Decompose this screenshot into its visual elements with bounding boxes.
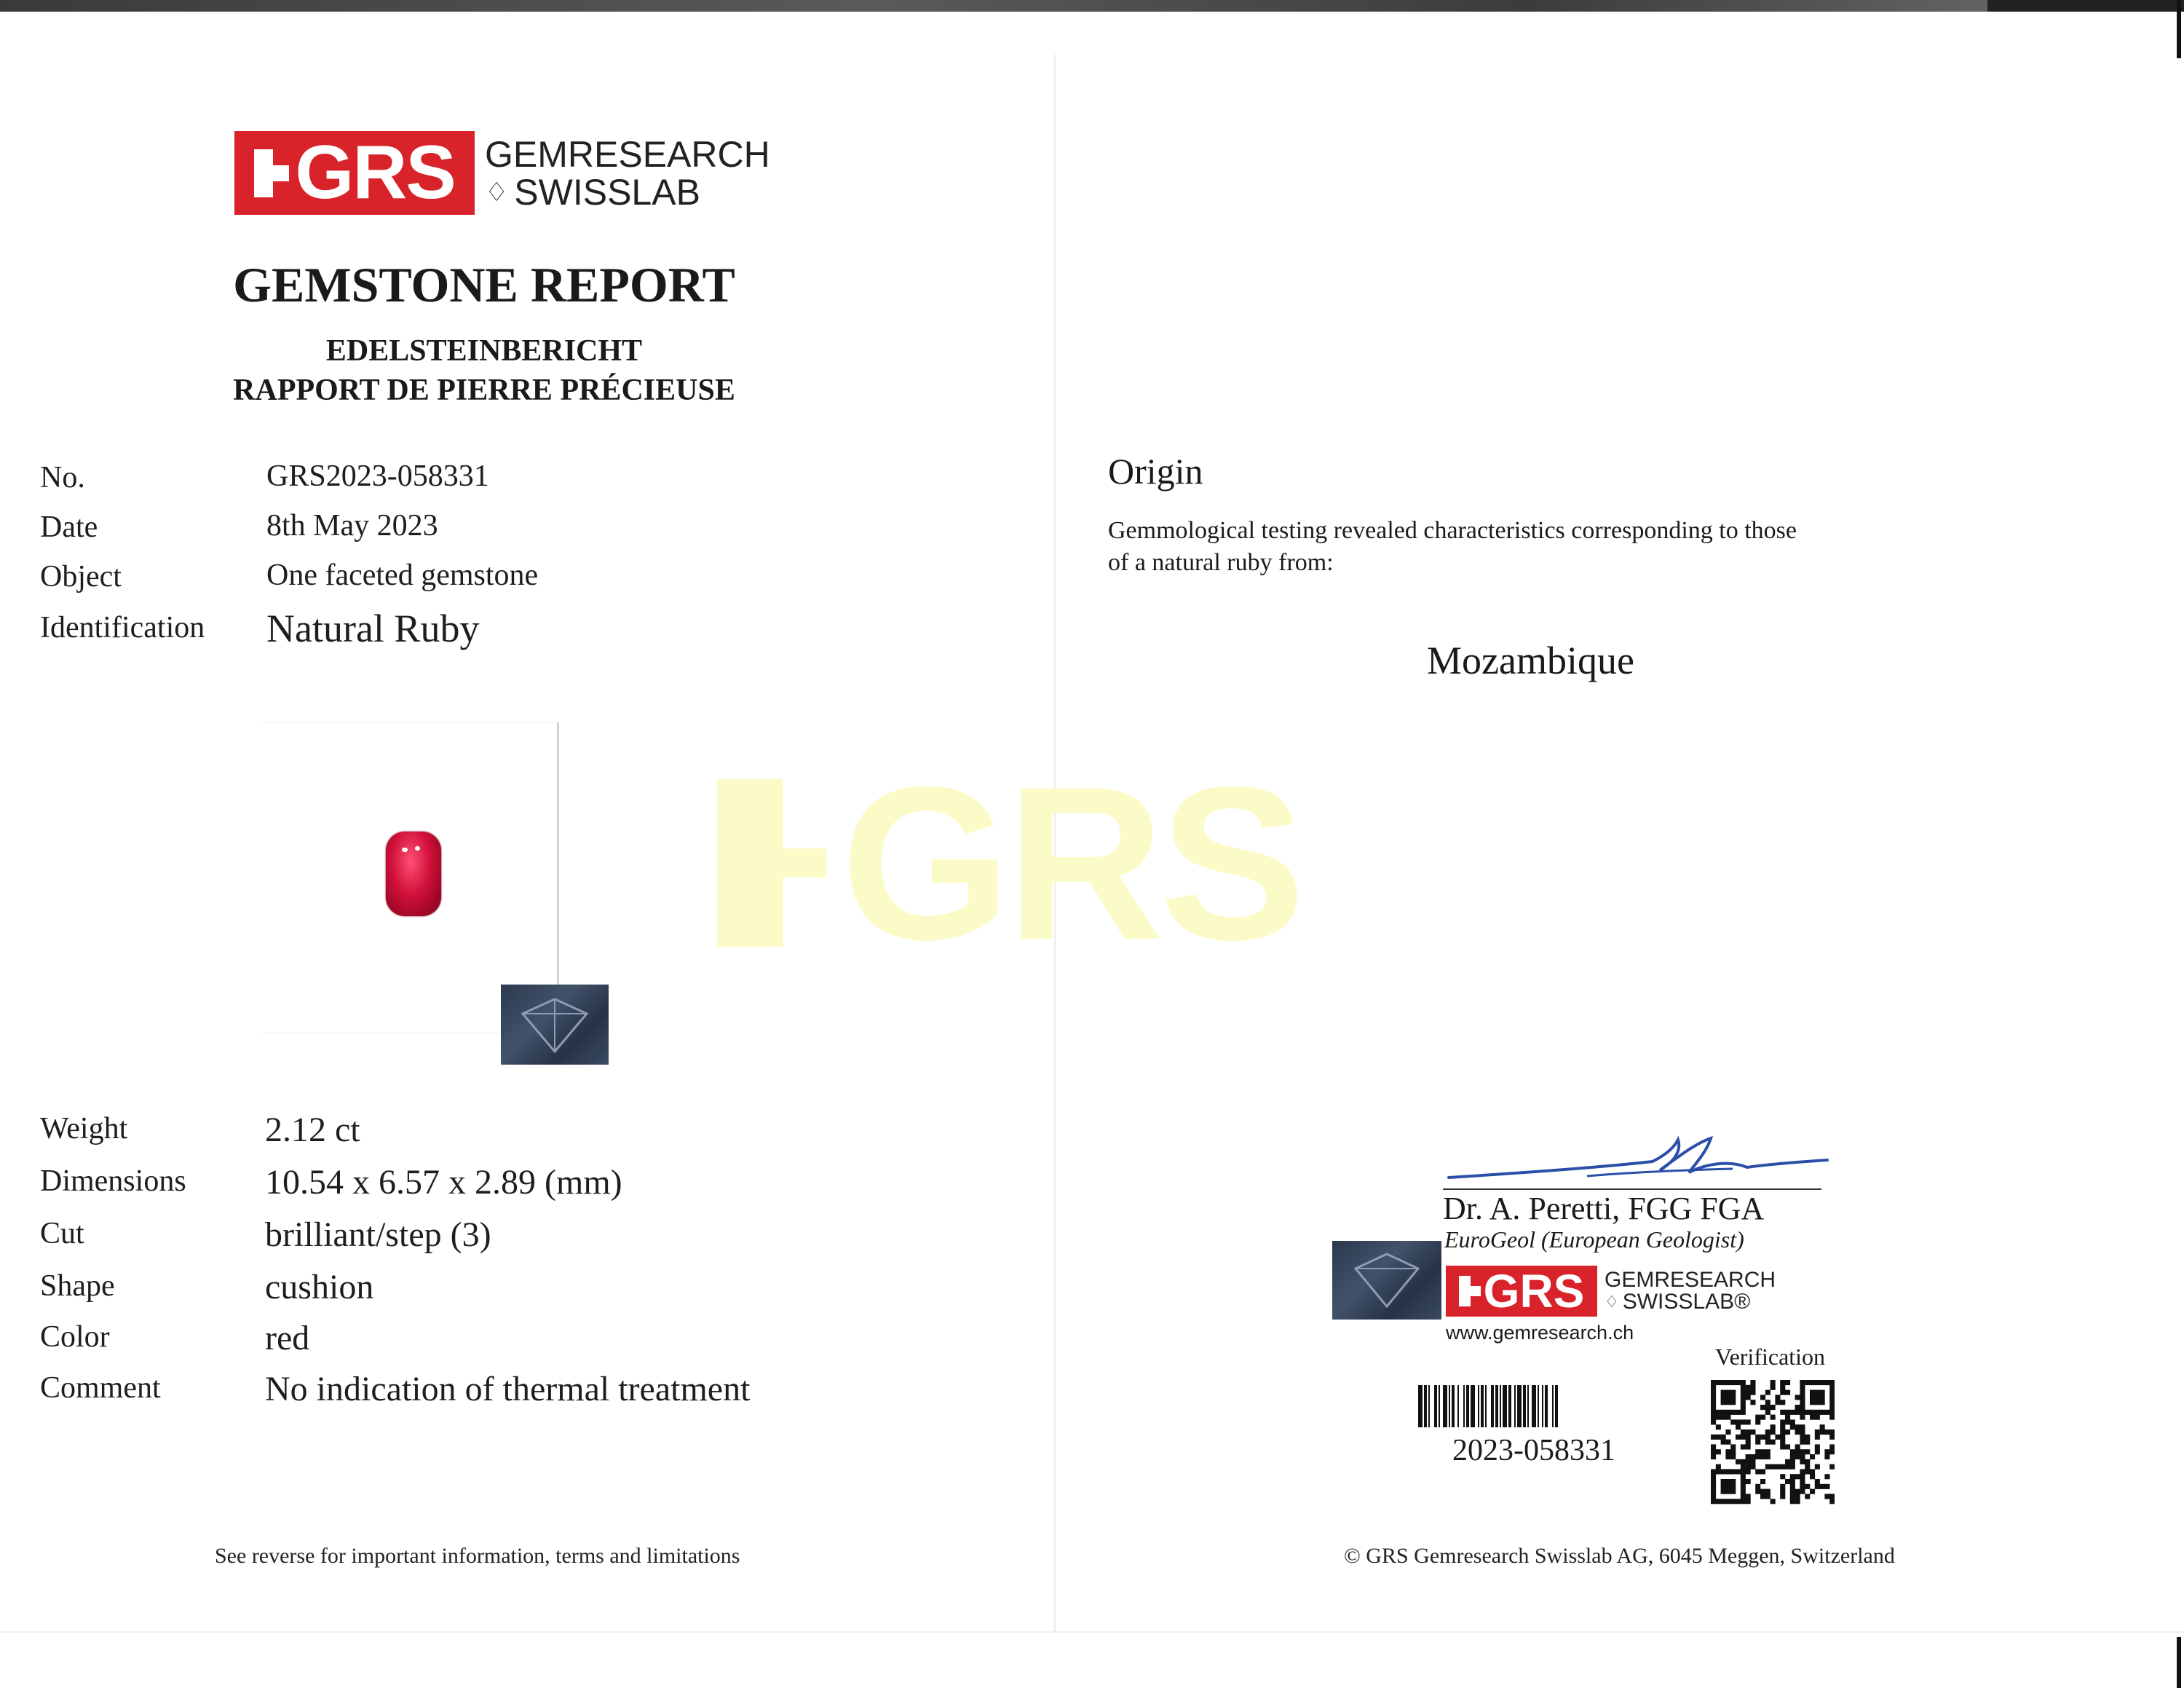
- website-url: www.gemresearch.ch: [1446, 1322, 1634, 1344]
- barcode-number: 2023-058331: [1452, 1434, 1615, 1467]
- diamond-icon-small: ♢: [1605, 1293, 1619, 1311]
- ruby-gemstone-image: [386, 832, 441, 916]
- scan-corner-mark-bottom: [2177, 1637, 2181, 1688]
- value-cut: brilliant/step (3): [265, 1215, 491, 1254]
- origin-heading: Origin: [1108, 451, 1203, 492]
- grs-watermark: [717, 741, 1329, 985]
- scan-top-edge: [0, 0, 2184, 12]
- grs-logo-box: [234, 131, 475, 215]
- logo-line2-small: SWISSLAB®: [1622, 1290, 1751, 1314]
- label-comment: Comment: [40, 1371, 161, 1405]
- verification-qr-code[interactable]: [1711, 1380, 1835, 1505]
- grs-logo-box-small: [1446, 1266, 1597, 1317]
- logo-line2: SWISSLAB: [514, 171, 700, 213]
- logo-line1-small: GEMRESEARCH: [1605, 1268, 1776, 1292]
- footer-copyright: © GRS Gemresearch Swisslab AG, 6045 Meggen, Switzerland: [1344, 1544, 1895, 1568]
- value-dimensions: 10.54 x 6.57 x 2.89 (mm): [265, 1163, 622, 1202]
- value-identification: Natural Ruby: [266, 607, 480, 650]
- swiss-cross-icon: [254, 149, 273, 197]
- grs-logo: [234, 131, 770, 215]
- page-bottom-edge: [0, 1631, 2184, 1633]
- verification-label: Verification: [1715, 1344, 1826, 1370]
- grs-logo-small: [1446, 1266, 1776, 1317]
- scan-corner-mark: [2177, 0, 2181, 58]
- hologram-seal-icon-2: [1332, 1241, 1441, 1320]
- label-dimensions: Dimensions: [40, 1164, 186, 1198]
- watermark-cross-icon: [717, 779, 826, 947]
- value-comment: No indication of thermal treatment: [265, 1370, 751, 1408]
- label-number: No.: [40, 461, 85, 494]
- label-cut: Cut: [40, 1217, 84, 1250]
- label-date: Date: [40, 510, 98, 544]
- value-object: One faceted gemstone: [266, 559, 539, 592]
- value-weight: 2.12 ct: [265, 1111, 360, 1149]
- scan-top-edge-dark: [1987, 0, 2184, 12]
- signatory-title: EuroGeol (European Geologist): [1444, 1226, 1744, 1253]
- watermark-letters: GRS: [841, 741, 1302, 985]
- hologram-seal-icon: [501, 985, 609, 1065]
- value-number: GRS2023-058331: [266, 460, 489, 493]
- footer-disclaimer: See reverse for important information, terms and limitations: [215, 1544, 740, 1568]
- logo-line1: GEMRESEARCH: [485, 133, 770, 175]
- report-subtitle-de: EDELSTEINBERICHT: [325, 334, 643, 368]
- label-shape: Shape: [40, 1269, 115, 1303]
- signatory-name: Dr. A. Peretti, FGG FGA: [1443, 1191, 1765, 1226]
- swiss-cross-icon-small: [1459, 1276, 1471, 1306]
- origin-country: Mozambique: [1427, 639, 1634, 682]
- origin-text-line1: Gemmological testing revealed characteristics corresponding to those: [1108, 517, 1797, 544]
- handwritten-signature: [1441, 1132, 1835, 1191]
- origin-text-line2: of a natural ruby from:: [1108, 549, 1334, 576]
- label-weight: Weight: [40, 1112, 128, 1145]
- label-object: Object: [40, 560, 122, 593]
- report-title: GEMSTONE REPORT: [233, 257, 735, 312]
- logo-letters-small: GRS: [1483, 1265, 1585, 1317]
- logo-letters: GRS: [295, 130, 455, 215]
- value-color: red: [265, 1319, 310, 1357]
- report-subtitle-fr: RAPPORT DE PIERRE PRÉCIEUSE: [233, 374, 735, 407]
- barcode: [1418, 1385, 1666, 1427]
- value-date: 8th May 2023: [266, 509, 438, 543]
- diamond-icon: ♢: [485, 176, 509, 207]
- label-identification: Identification: [40, 611, 205, 644]
- value-shape: cushion: [265, 1268, 374, 1306]
- label-color: Color: [40, 1320, 110, 1354]
